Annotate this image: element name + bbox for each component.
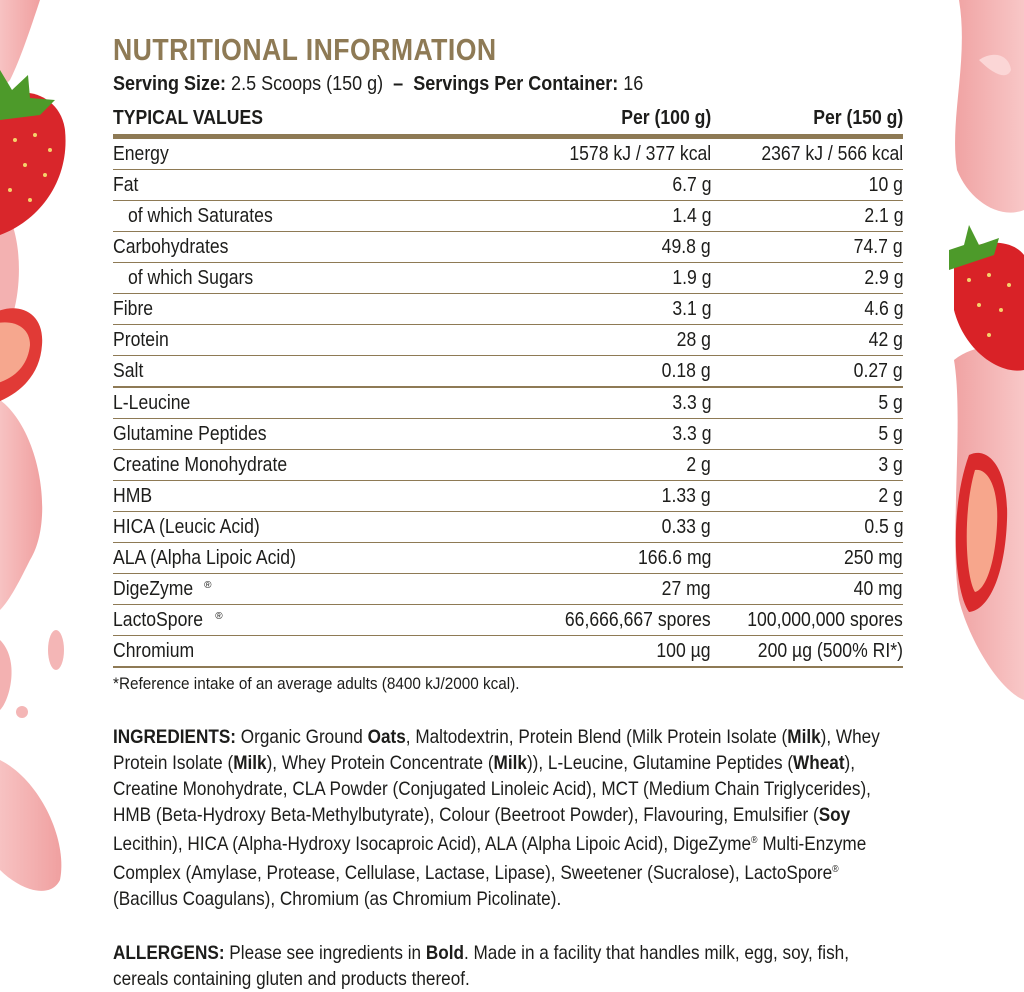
header-per-100g: Per (100 g): [493, 102, 711, 137]
value-per-100g: 0.33 g: [493, 512, 711, 543]
allergen-bold: Milk: [493, 752, 527, 774]
value-per-150g: 4.6 g: [711, 294, 903, 325]
nutrient-name: Fat: [113, 170, 493, 201]
registered-mark: ®: [204, 579, 212, 591]
ingredients-text: ), Whey Protein Concentrate (: [266, 752, 494, 774]
page-title: NUTRITIONAL INFORMATION: [113, 32, 497, 67]
header-per-150g: Per (150 g): [711, 102, 903, 137]
table-row: [113, 263, 903, 294]
reference-intake-footnote: *Reference intake of an average adults (8400 kJ/2000 kcal).: [113, 674, 520, 693]
nutrient-name: Creatine Monohydrate: [113, 450, 493, 481]
registered-mark: ®: [215, 610, 223, 622]
ingredients-text: Lecithin), HICA (Alpha-Hydroxy Isocaproic Acid), ALA (Alpha Lipoic Acid), DigeZyme: [113, 833, 752, 855]
value-per-100g: 6.7 g: [493, 170, 711, 201]
nutrient-name: ALA (Alpha Lipoic Acid): [113, 543, 493, 574]
header-typical-values: TYPICAL VALUES: [113, 102, 493, 137]
nutrient-name: Carbohydrates: [113, 232, 493, 263]
value-per-150g: 5 g: [711, 419, 903, 450]
nutrient-name: L-Leucine: [113, 387, 493, 419]
value-per-150g: 10 g: [711, 170, 903, 201]
nutrient-name: Protein: [113, 325, 493, 356]
strawberry-splash-right-decoration: [949, 0, 1024, 987]
allergen-bold: Milk: [233, 752, 267, 774]
allergen-bold: Wheat: [793, 752, 845, 774]
table-row: [113, 137, 903, 170]
allergens-text: . Made in a facility that handles milk, egg, soy, fish, cereals containing gluten and products thereof.: [113, 942, 849, 990]
table-row: [113, 170, 903, 201]
value-per-100g: 1578 kJ / 377 kcal: [493, 137, 711, 170]
ingredients-text: Multi-Enzyme Complex (Amylase, Protease, Cellulase, Lactase, Lipase), Sweetener (Sucralose), LactoSpore: [113, 833, 867, 884]
registered-mark: ®: [832, 864, 839, 875]
value-per-100g: 1.9 g: [493, 263, 711, 294]
table-row: [113, 450, 903, 481]
nutrient-name: LactoSpore ®: [113, 605, 493, 636]
nutrition-table: [113, 102, 903, 668]
value-per-100g: 27 mg: [493, 574, 711, 605]
nutrient-name: Chromium: [113, 636, 493, 668]
nutrient-name: of which Sugars: [113, 263, 493, 294]
ingredients-text: ), Creatine Monohydrate, CLA Powder (Conjugated Linoleic Acid), MCT (Medium Chain Triglycerides), HMB (Beta-Hydroxy Beta-Methylbutyrate), Colour (Beetroot Powder), Flavouring, Emulsifier (: [113, 752, 871, 826]
bold-word: Bold: [425, 942, 464, 964]
ingredients-text: , Maltodextrin, Protein Blend (Milk Protein Isolate (: [405, 726, 788, 748]
value-per-150g: 0.5 g: [711, 512, 903, 543]
nutrient-name: Fibre: [113, 294, 493, 325]
nutrient-name: of which Saturates: [113, 201, 493, 232]
allergen-bold: Milk: [787, 726, 821, 748]
strawberry-splash-left-decoration: [0, 0, 68, 987]
value-per-100g: 66,666,667 spores: [493, 605, 711, 636]
table-row: [113, 232, 903, 263]
table-row: [113, 419, 903, 450]
value-per-100g: 100 µg: [493, 636, 711, 668]
nutrition-panel: [113, 30, 905, 992]
value-per-150g: 100,000,000 spores: [711, 605, 903, 636]
allergens-text: Please see ingredients in: [224, 942, 426, 964]
allergen-bold: Oats: [367, 726, 406, 748]
ingredients-label: INGREDIENTS:: [113, 726, 236, 748]
value-per-150g: 200 µg (500% RI*): [711, 636, 903, 668]
value-per-150g: 250 mg: [711, 543, 903, 574]
value-per-150g: 2.9 g: [711, 263, 903, 294]
value-per-150g: 42 g: [711, 325, 903, 356]
table-row: [113, 387, 903, 419]
nutrient-name: HICA (Leucic Acid): [113, 512, 493, 543]
table-row: [113, 201, 903, 232]
ingredients-text: (Bacillus Coagulans), Chromium (as Chromium Picolinate).: [113, 888, 562, 910]
serving-size-label: Serving Size:: [113, 73, 227, 95]
servings-per-container-value: 16: [623, 73, 644, 95]
table-row: [113, 574, 903, 605]
value-per-100g: 2 g: [493, 450, 711, 481]
table-row: [113, 356, 903, 388]
table-row: [113, 512, 903, 543]
value-per-100g: 3.1 g: [493, 294, 711, 325]
nutrition-table-body: [113, 137, 903, 668]
ingredients-text: )), L-Leucine, Glutamine Peptides (: [526, 752, 794, 774]
value-per-150g: 2367 kJ / 566 kcal: [711, 137, 903, 170]
value-per-150g: 40 mg: [711, 574, 903, 605]
serving-info: [113, 70, 826, 98]
table-row: [113, 325, 903, 356]
ingredients-text: ), Whey Protein Isolate (: [113, 726, 880, 774]
value-per-100g: 1.33 g: [493, 481, 711, 512]
value-per-150g: 3 g: [711, 450, 903, 481]
value-per-150g: 0.27 g: [711, 356, 903, 388]
value-per-100g: 3.3 g: [493, 419, 711, 450]
value-per-100g: 1.4 g: [493, 201, 711, 232]
serving-separator: –: [393, 73, 404, 95]
nutrient-name: Energy: [113, 137, 493, 170]
serving-size-value: 2.5 Scoops (150 g): [231, 73, 384, 95]
value-per-100g: 166.6 mg: [493, 543, 711, 574]
registered-mark: ®: [751, 835, 758, 846]
allergens-paragraph: [113, 940, 887, 992]
value-per-100g: 0.18 g: [493, 356, 711, 388]
table-row: [113, 294, 903, 325]
table-row: [113, 481, 903, 512]
nutrient-name: Salt: [113, 356, 493, 388]
nutrient-name: Glutamine Peptides: [113, 419, 493, 450]
table-row: [113, 605, 903, 636]
nutrient-name: DigeZyme ®: [113, 574, 493, 605]
value-per-150g: 74.7 g: [711, 232, 903, 263]
ingredients-text: Organic Ground: [235, 726, 368, 748]
allergen-bold: Soy: [818, 804, 851, 826]
nutrient-name: HMB: [113, 481, 493, 512]
ingredients-paragraph: [113, 724, 887, 912]
value-per-150g: 5 g: [711, 387, 903, 419]
table-row: [113, 636, 903, 668]
value-per-150g: 2 g: [711, 481, 903, 512]
value-per-100g: 3.3 g: [493, 387, 711, 419]
value-per-100g: 49.8 g: [493, 232, 711, 263]
table-header-row: [113, 102, 903, 137]
table-row: [113, 543, 903, 574]
servings-per-container-label: Servings Per Container:: [413, 73, 619, 95]
value-per-100g: 28 g: [493, 325, 711, 356]
value-per-150g: 2.1 g: [711, 201, 903, 232]
allergens-label: ALLERGENS:: [113, 942, 225, 964]
